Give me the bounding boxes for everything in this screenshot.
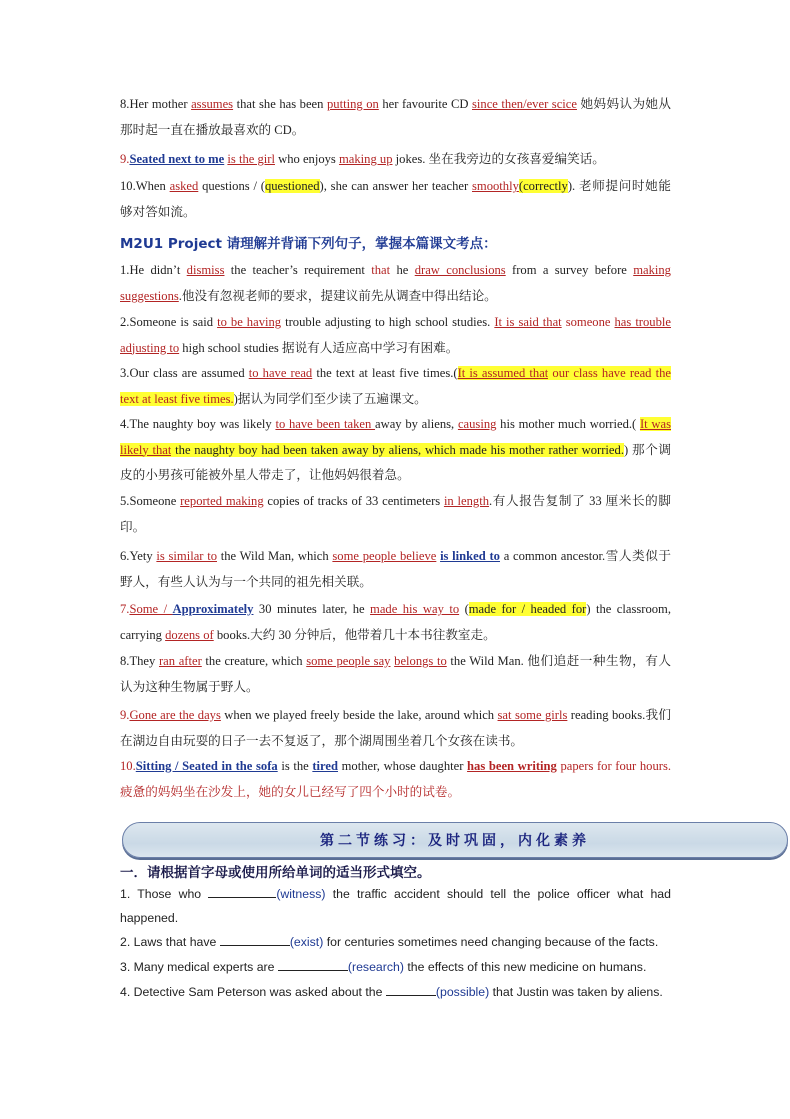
project-sentence-7: 7.Some / Approximately 30 minutes later, he made his way to (made for / headed for) the classroom, carrying dozens of books.大约 30 分钟后，他带着几十本书往教室走。 [120, 602, 671, 642]
answer-blank[interactable] [220, 933, 290, 946]
answer-blank[interactable] [208, 885, 276, 898]
exercise-section-title: 一．请根据首字母或使用所给单词的适当形式填空。 [120, 865, 431, 881]
sentence-8: 8.Her mother assumes that she has been putting on her favourite CD since then/ever scice 她妈妈认为她从那时起一直在播放最喜欢的 CD。 [120, 97, 672, 137]
project-sentence-8: 8.They ran after the creature, which some people say belongs to the Wild Man. 他们追赶一种生物，有人认为这种生物属于野人。 [120, 654, 671, 694]
exercise-item: 3. Many medical experts are (research) the effects of this new medicine on humans. [120, 960, 647, 974]
project-sentence-3: 3.Our class are assumed to have read the text at least five times.(It is assumed that our class have read the text at least five times.)据认为同学们至少读了五遍课文。 [120, 366, 671, 406]
answer-blank[interactable] [386, 983, 436, 996]
sentence-9: 9.Seated next to me is the girl who enjoys making up jokes. 坐在我旁边的女孩喜爱编笑话。 [120, 152, 605, 166]
exercise-item: 2. Laws that have (exist) for centuries sometimes need changing because of the facts. [120, 935, 659, 949]
project-sentence-5: 5.Someone reported making copies of tracks of 33 centimeters in length.有人报告复制了 33 厘米长的脚印。 [120, 494, 671, 534]
project-heading: M2U1 Project 请理解并背诵下列句子，掌握本篇课文考点： [120, 236, 497, 252]
sentence-10: 10.When asked questions / (questioned), she can answer her teacher smoothly(correctly). 老师提问时她能够对答如流。 [120, 179, 672, 219]
project-sentence-6: 6.Yety is similar to the Wild Man, which some people believe is linked to a common ancestor.雪人类似于野人，有些人认为与一个共同的祖先相关联。 [120, 549, 671, 589]
project-sentence-10: 10.Sitting / Seated in the sofa is the tired mother, whose daughter has been writing papers for four hours.疲惫的妈妈坐在沙发上，她的女儿已经写了四个小时的试卷。 [120, 759, 672, 799]
exercise-item: 1. Those who (witness) the traffic accident should tell the police officer what had happened. [120, 887, 671, 925]
project-sentence-1: 1.He didn’t dismiss the teacher’s requirement that he draw conclusions from a survey before making suggestions.他没有忽视老师的要求，提建议前先从调查中得出结论。 [120, 263, 671, 303]
project-sentence-2: 2.Someone is said to be having trouble adjusting to high school studies. It is said that someone has trouble adjusting to high school studies 据说有人适应高中学习有困难。 [120, 315, 671, 355]
exercise-item: 4. Detective Sam Peterson was asked about the (possible) that Justin was taken by aliens. [120, 985, 663, 999]
project-sentence-4: 4.The naughty boy was likely to have been taken away by aliens, causing his mother much worried.( It was likely that the naughty boy had been taken away by aliens, which made his mother rather worried.) 那个调皮的小男孩可能被外星人带走了，让他妈妈很着急。 [120, 417, 672, 482]
answer-blank[interactable] [278, 958, 348, 971]
section-banner: 第二节练习：及时巩固，内化素养 [122, 822, 788, 858]
project-sentence-9: 9.Gone are the days when we played freely beside the lake, around which sat some girls reading books.我们在湖边自由玩耍的日子一去不复返了，那个湖周围坐着几个女孩在读书。 [120, 708, 671, 748]
